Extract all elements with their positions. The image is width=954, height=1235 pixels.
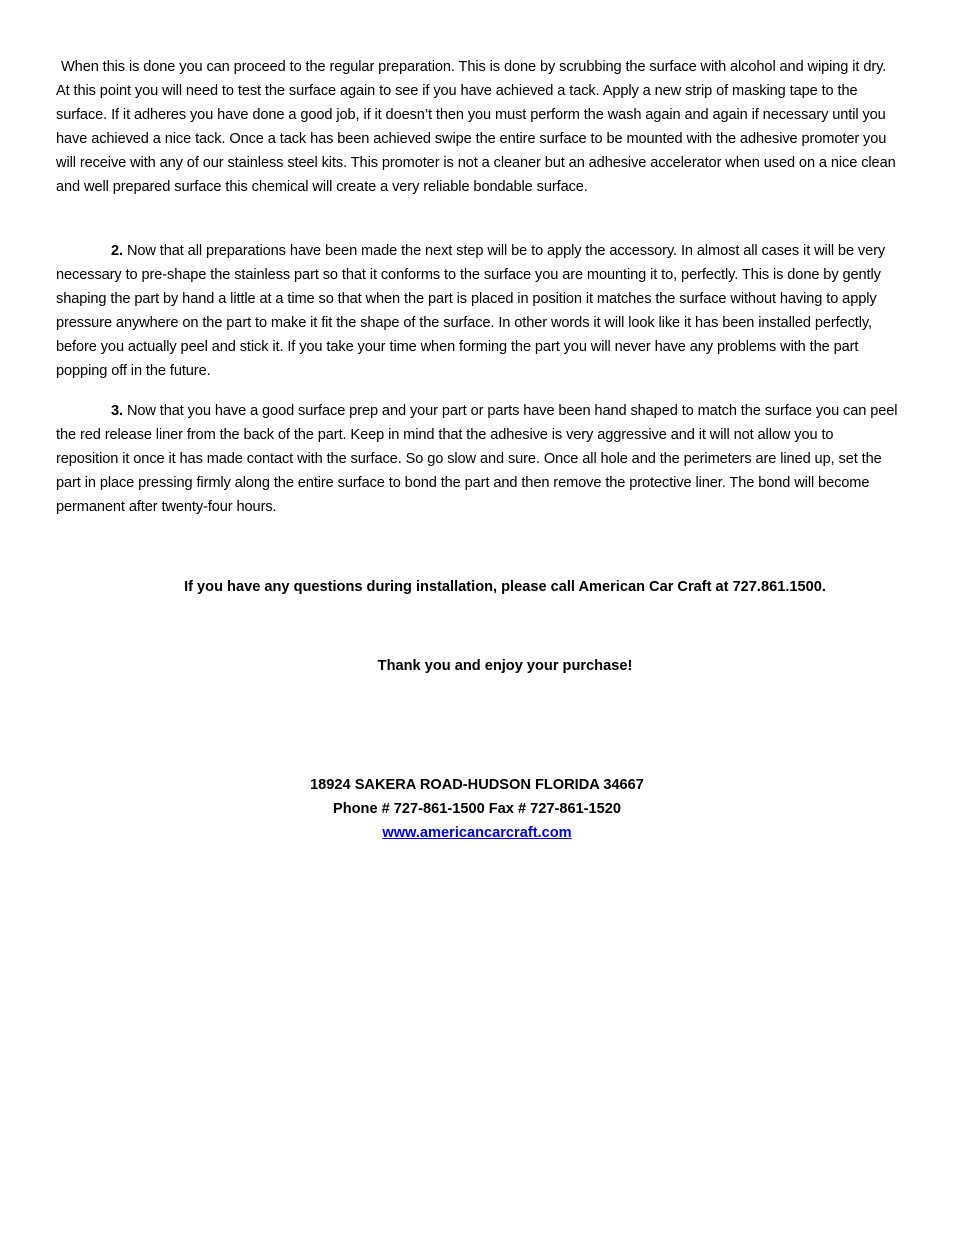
paragraph-text: Now that you have a good surface prep and your part or parts have been hand shaped to match the surface you can peel the red release liner from the back of the part. Keep in mind that the adhesive is very aggressive and it will not allow you to reposition it once it has made contact with the surface. So go slow and sure. Once all hole and the perimeters are lined up, set the part in place pressing firmly along the entire surface to bond the part and then remove the protective liner. The bond will become permanent after twenty-four hours.	[56, 403, 898, 515]
paragraph-surface-preparation	[56, 55, 898, 199]
paragraph-text: Now that all preparations have been made the next step will be to apply the accessory. In almost all cases it will be very necessary to pre-shape the stainless part so that it conforms to the surface you are mounting it to, perfectly. This is done by gently shaping the part by hand a little at a time so that when the part is placed in position it matches the surface without having to apply pressure anywhere on the part to make it fit the shape of the surface. In other words it will look like it has been installed perfectly, before you actually peel and stick it. If you take your time when forming the part you will never have any problems with the part popping off in the future.	[56, 243, 886, 379]
website-link[interactable]: www.americancarcraft.com	[382, 825, 572, 841]
paragraph-step-2	[56, 239, 898, 383]
paragraph-step-3	[56, 399, 898, 519]
website-line	[0, 821, 954, 845]
company-address: 18924 SAKERA ROAD-HUDSON FLORIDA 34667	[310, 777, 644, 793]
thank-you-notice: Thank you and enjoy your purchase!	[377, 658, 633, 674]
paragraph-text: When this is done you can proceed to the regular preparation. This is done by scrubbing the surface with alcohol and wiping it dry. At this point you will need to test the surface again to see if you have achieved a tack. Apply a new strip of masking tape to the surface. If it adheres you have done a good job, if it doesn’t then you must perform the wash again and again if necessary until you have achieved a nice tack. Once a tack has been achieved swipe the entire surface to be mounted with the adhesive promoter you will receive with any of our stainless steel kits. This promoter is not a cleaner but an adhesive accelerator when used on a nice clean and well prepared surface this chemical will create a very reliable bondable surface.	[56, 59, 896, 195]
step-number: 3.	[111, 403, 123, 419]
company-phone-fax: Phone # 727-861-1500 Fax # 727-861-1520	[332, 801, 621, 817]
questions-notice: If you have any questions during installation, please call American Car Craft at 727.861.1500.	[184, 579, 826, 595]
step-number: 2.	[111, 243, 123, 259]
